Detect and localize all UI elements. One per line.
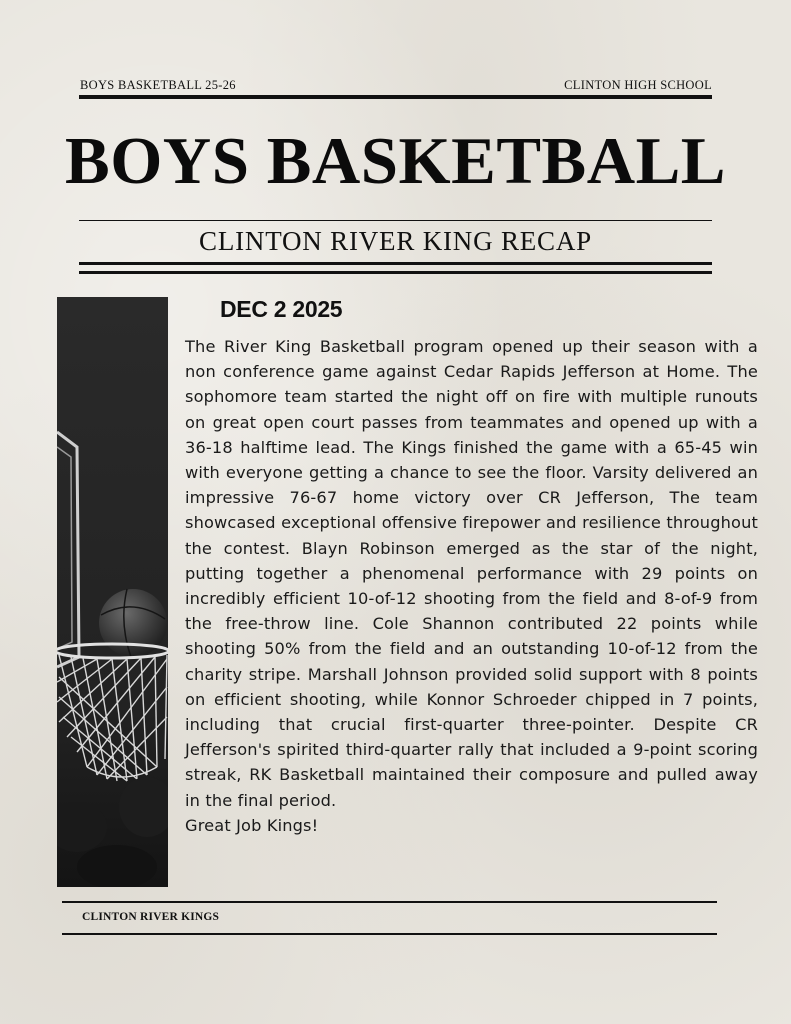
- subtitle-rule-bottom: [79, 271, 712, 274]
- footer-rule-bottom: [62, 933, 717, 935]
- section-label: BOYS BASKETBALL 25-26: [80, 78, 236, 92]
- subtitle-rule-top: [79, 262, 712, 265]
- basketball-hoop-icon: [57, 297, 168, 887]
- footer-rule-top: [62, 901, 717, 903]
- footer-label: CLINTON RIVER KINGS: [82, 911, 220, 923]
- page-subtitle: CLINTON RIVER KING RECAP: [199, 226, 592, 256]
- title-rule: [79, 220, 712, 221]
- school-label: CLINTON HIGH SCHOOL: [564, 78, 712, 92]
- header-rule: [79, 95, 712, 99]
- article-body: [185, 334, 758, 838]
- article-paragraph: The River King Basketball program opened up their season with a non conference game against Cedar Rapids Jefferson at Home. The sophomore team started the night off on fire with multiple runouts on great open court passes from teammates and opened up with a 36-18 halftime lead. The Kings finished the game with a 65-45 win with everyone getting a chance to see the floor. Varsity delivered an impressive 76-67 home victory over CR Jefferson, The team showcased exceptional offensive firepower and resilience throughout the contest. Blayn Robinson emerged as the star of the night, putting together a phenomenal performance with 29 points on incredibly efficient 10-of-12 shooting from the field and 8-of-9 from the free-throw line. Cole Shannon contributed 22 points while shooting 50% from the field and an outstanding 10-of-12 from the charity stripe. Marshall Johnson provided solid support with 8 points on efficient shooting, while Konnor Schroeder chipped in 7 points, including that crucial first-quarter three-pointer. Despite CR Jefferson's spirited third-quarter rally that included a 9-point scoring streak, RK Basketball maintained their composure and pulled away in the final period.: [185, 337, 758, 810]
- article-date: DEC 2 2025: [220, 296, 343, 322]
- basketball-hoop-photo: [57, 297, 168, 887]
- page-title: BOYS BASKETBALL: [65, 124, 726, 198]
- article-closing: Great Job Kings!: [185, 815, 319, 835]
